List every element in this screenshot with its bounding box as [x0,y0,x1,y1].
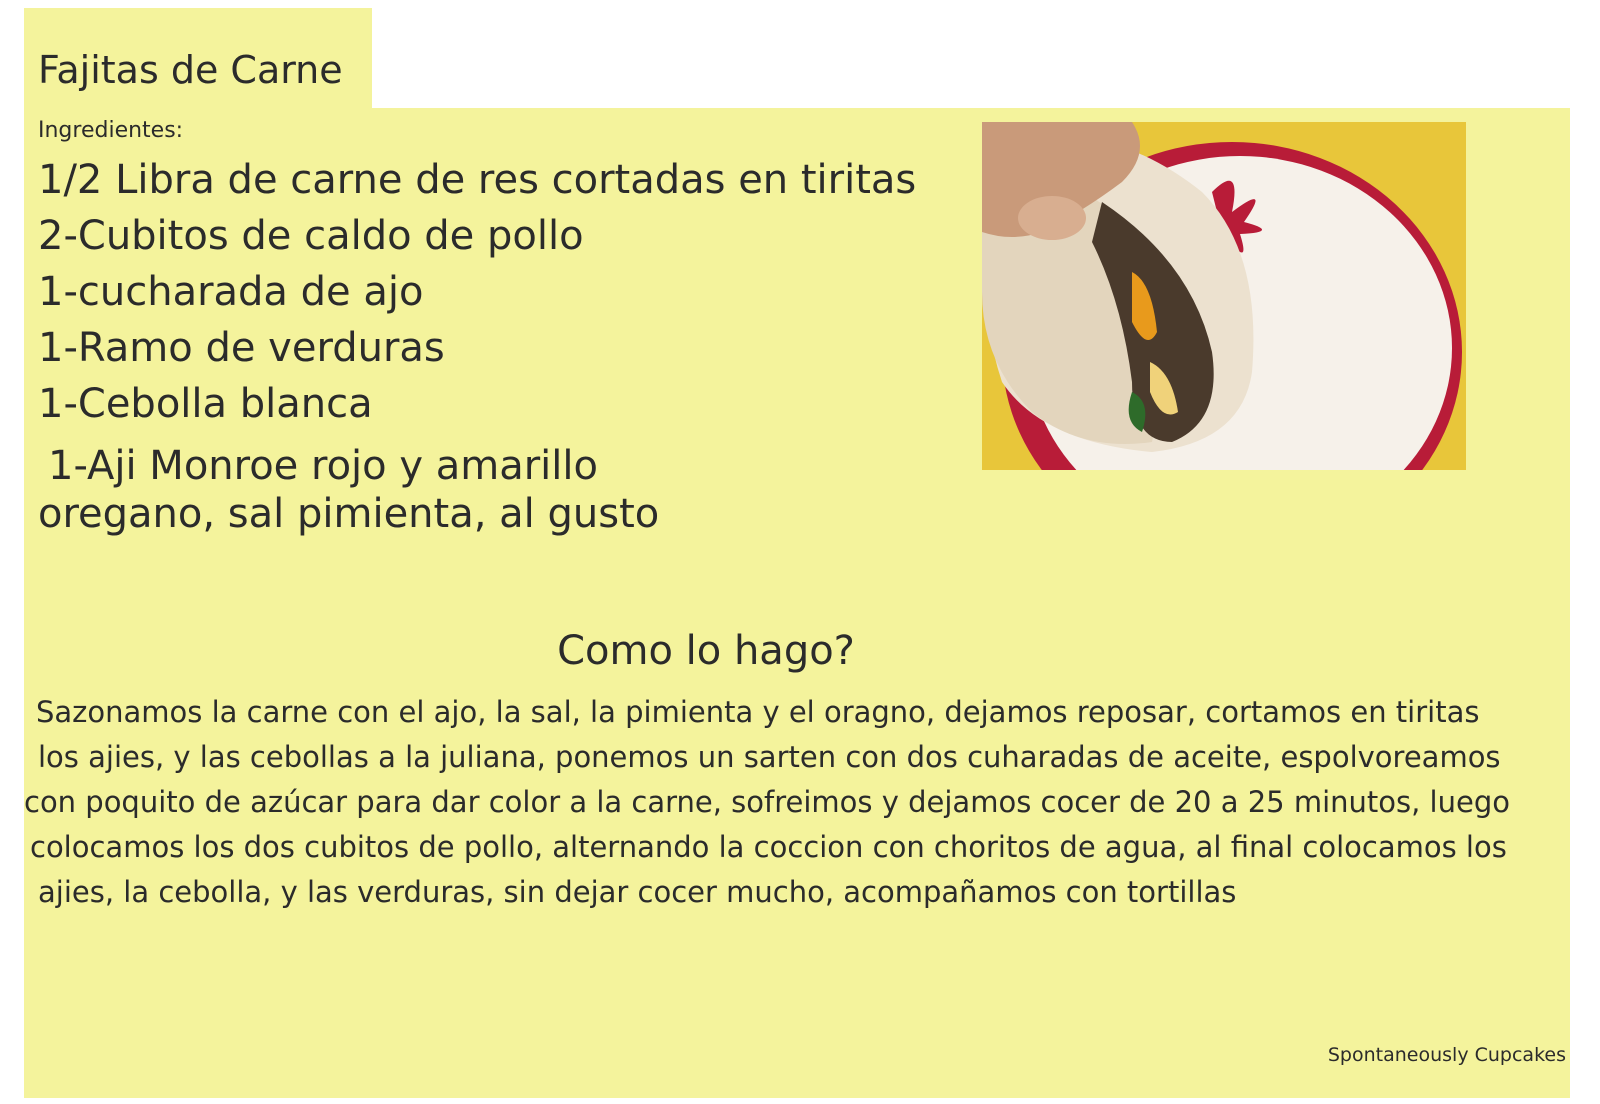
method-paragraph [22,690,1572,915]
ingredient-item: 1-Aji Monroe rojo y amarillo [48,443,598,489]
ingredients-label: Ingredientes: [38,118,184,143]
ingredient-item: 1/2 Libra de carne de res cortadas en tiritas [38,157,917,203]
ingredient-item: oregano, sal pimienta, al gusto [38,491,660,537]
method-line: ajies, la cebolla, y las verduras, sin dejar cocer mucho, acompañamos con tortillas [38,875,1237,909]
credit-text: Spontaneously Cupcakes [1327,1044,1566,1066]
ingredient-item: 1-cucharada de ajo [38,269,424,315]
method-line: Sazonamos la carne con el ajo, la sal, la pimienta y el oragno, dejamos reposar, cortamos en tiritas [36,695,1480,729]
ingredient-item: 1-Ramo de verduras [38,325,445,371]
fajita-photo [982,122,1466,470]
ingredient-item: 2-Cubitos de caldo de pollo [38,213,584,259]
recipe-title: Fajitas de Carne [38,48,343,92]
method-line: con poquito de azúcar para dar color a la carne, sofreimos y dejamos cocer de 20 a 25 minutos, luego [24,785,1510,819]
ingredient-item: 1-Cebolla blanca [38,381,373,427]
method-line: los ajies, y las cebollas a la juliana, ponemos un sarten con dos cuharadas de aceite, espolvoreamos [38,740,1501,774]
method-heading: Como lo hago? [557,628,855,674]
method-line: colocamos los dos cubitos de pollo, alternando la coccion con choritos de agua, al final colocamos los [30,830,1507,864]
